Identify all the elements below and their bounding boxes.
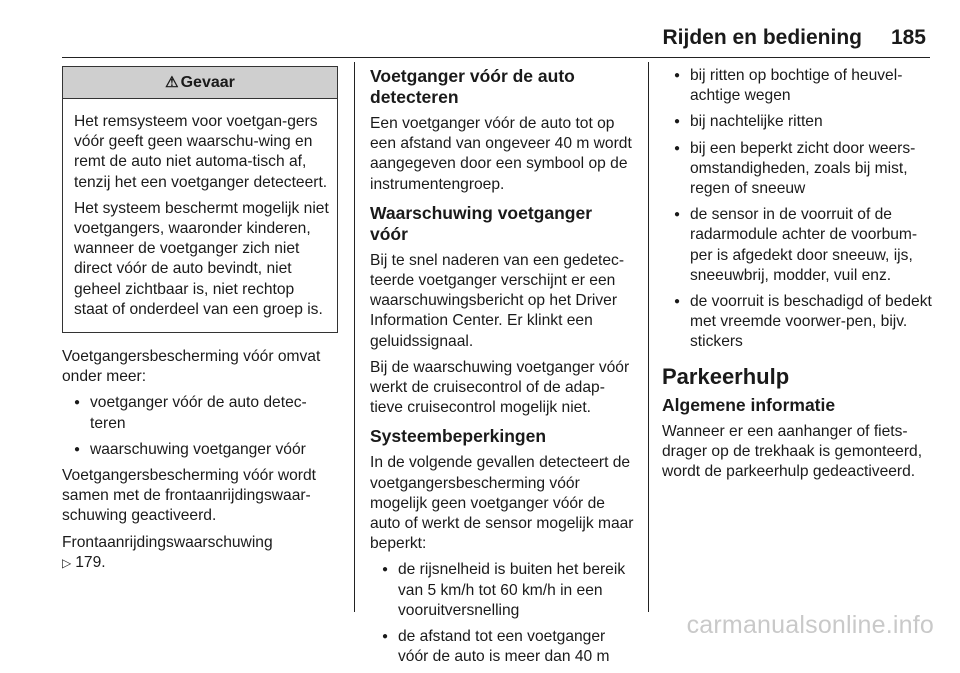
intro-paragraph: Voetgangersbescherming vóór omvat onder meer:: [62, 348, 321, 386]
general-paragraph: Wanneer er een aanhanger of fiets-drager op de trekhaak is gemonteerd, wordt de parkeerhulp gedeactiveerd.: [662, 422, 923, 481]
section-heading-general: Algemene informatie: [662, 394, 836, 415]
warning-heading: Gevaar: [180, 74, 235, 91]
list-item: ● bij een beperkt zicht door weers-omstandigheden, zoals bij mist, regen of sneeuw: [662, 139, 932, 200]
section-heading-warning: Waarschuwing voetganger vóór: [370, 202, 593, 244]
chapter-heading: Parkeerhulp: [662, 363, 790, 389]
limits-list: [370, 560, 634, 667]
section-heading-limits: Systeembeperkingen: [370, 426, 547, 447]
page-number: 185: [890, 26, 926, 49]
warning-body: [63, 99, 337, 332]
list-item: ● bij ritten op bochtige of heuvel-achtige wegen: [662, 66, 932, 106]
list-item: ● voetganger vóór de auto detec-teren: [62, 393, 338, 433]
page-header-title: Rijden en bediening: [662, 26, 862, 49]
warning-paragraph-1: Het remsysteem voor voetgan-gers vóór geeft geen waarschu-wing en remt de auto niet automa-tisch af, tenzij het een voetganger detecteert.: [74, 113, 328, 191]
detect-paragraph: Een voetganger vóór de auto tot op een afstand van ongeveer 40 m wordt aangegeven door een symbool op de instrumentengroep.: [370, 115, 632, 193]
conditions-list: [662, 66, 932, 353]
header-rule: [62, 57, 930, 58]
warning-paragraph-2: Het systeem beschermt mogelijk niet voetgangers, waaronder kinderen, wanneer de voetganger zich niet direct vóór de auto bevindt, niet geheel zichtbaar is, niet rechtop staat of onderdeel van een groep is.: [74, 199, 329, 318]
list-item: ● de voorruit is beschadigd of bedekt met vreemde voorwer-pen, bijv. stickers: [662, 292, 932, 353]
activation-paragraph: Voetgangersbescherming vóór wordt samen met de frontaanrijdingswaar-schuwing geactiveerd.: [62, 467, 316, 525]
feature-list: [62, 393, 338, 460]
list-item: ● de rijsnelheid is buiten het bereik van 5 km/h tot 60 km/h in een vooruitversnelling: [370, 560, 634, 621]
list-item: ● de sensor in de voorruit of de radarmodule achter de voorbum-per is afgedekt door sneeuw, ijs, sneeuwbrij, modder, vuil enz.: [662, 205, 932, 286]
list-item: ● bij nachtelijke ritten: [662, 112, 932, 132]
reference-title: Frontaanrijdingswaarschuwing: [62, 533, 273, 551]
warning-paragraph: Bij te snel naderen van een gedetec-teerde voetganger verschijnt er een waarschuwingsbericht op het Driver Information Center. Er klinkt een geluidssignaal.: [370, 251, 625, 350]
cruise-paragraph: Bij de waarschuwing voetganger vóór werkt de cruisecontrol of de adap-tieve cruisecontrol mogelijk niet.: [370, 358, 630, 417]
warning-box: [62, 66, 338, 333]
watermark: carmanualsonline.info: [686, 611, 934, 639]
section-heading-detect: Voetganger vóór de auto detecteren: [370, 66, 575, 107]
middle-column: [370, 66, 634, 673]
right-column: [662, 66, 932, 488]
left-column: [62, 66, 338, 573]
list-item: ● de afstand tot een voetganger vóór de auto is meer dan 40 m: [370, 627, 634, 667]
list-item: ● waarschuwing voetganger vóór: [62, 440, 338, 460]
reference-arrow-icon: ▷: [62, 555, 72, 570]
warning-triangle-icon: ⚠: [165, 74, 179, 91]
limits-paragraph: In de volgende gevallen detecteert de voetgangersbescherming vóór mogelijk geen voetganger vóór de auto of werkt de sensor mogelijk maar beperkt:: [370, 454, 634, 553]
reference-page: 179.: [75, 553, 106, 571]
column-divider-right: [648, 62, 649, 612]
cross-reference[interactable]: [62, 533, 338, 573]
column-divider-left: [354, 62, 355, 612]
warning-header: [63, 67, 337, 99]
